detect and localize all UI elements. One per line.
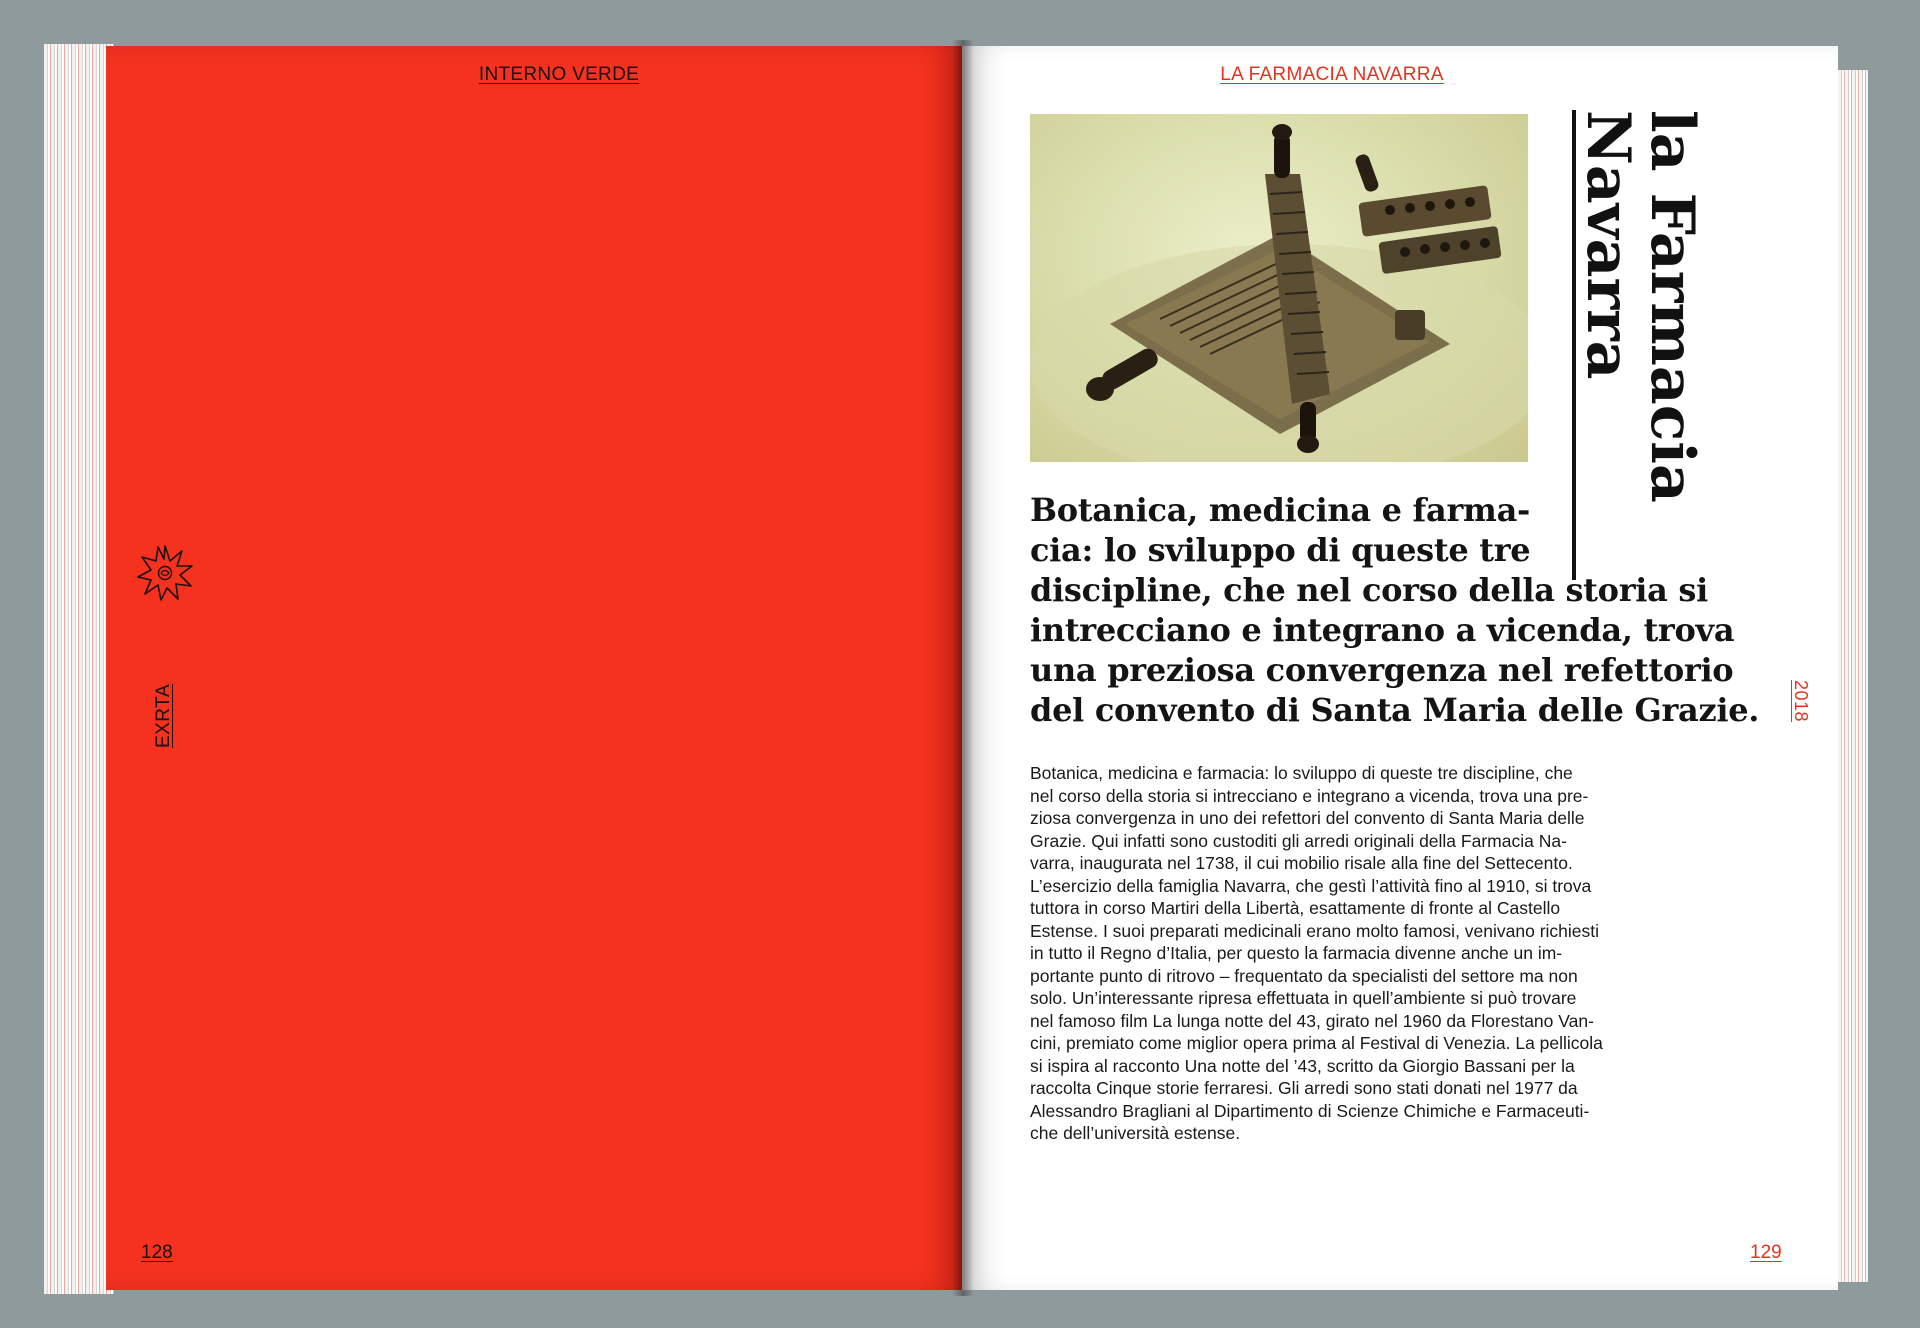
right-page: [962, 46, 1838, 1290]
body-line: si ispira al racconto Una notte del ’43, scritto da Giorgio Bassani per la: [1030, 1055, 1575, 1076]
body-line: varra, inaugurata nel 1738, il cui mobilio risale alla fine del Settecento.: [1030, 853, 1573, 873]
body-line: ziosa convergenza in uno dei refettori del convento di Santa Maria delle: [1030, 808, 1585, 828]
body-line: Botanica, medicina e farmacia: lo sviluppo di queste tre discipline, che: [1030, 763, 1573, 783]
lead-line: una preziosa convergenza nel refettorio: [1030, 651, 1734, 689]
left-page-number: 128: [141, 1242, 173, 1263]
body-line: tuttora in corso Martiri della Libertà, esattamente di fronte al Castello: [1030, 898, 1561, 918]
body-line: in tutto il Regno d’Italia, per questo la farmacia divenne anche un im-: [1030, 943, 1563, 963]
starburst-icon: [136, 544, 194, 602]
right-running-head: LA FARMACIA NAVARRA: [1220, 64, 1444, 85]
body-line: portante punto di ritrovo – frequentato da specialisti del settore ma non: [1030, 965, 1578, 986]
body-line: Estense. I suoi preparati medicinali erano molto famosi, venivano richiesti: [1030, 920, 1600, 941]
lead-line: Botanica, medicina e farma-: [1030, 491, 1530, 529]
book-gutter: [952, 40, 974, 1296]
left-side-label: EXRTA: [153, 683, 174, 749]
lead-paragraph: [1030, 490, 1760, 730]
body-line: che dell’università estense.: [1030, 1123, 1241, 1143]
body-line: cini, premiato come miglior opera prima al Festival di Venezia. La pellicola: [1030, 1033, 1603, 1053]
body-line: raccolta Cinque storie ferraresi. Gli arredi sono stati donati nel 1977 da: [1030, 1078, 1578, 1098]
year-label: 2018: [1791, 679, 1812, 723]
lead-line: del convento di Santa Maria delle Grazie.: [1030, 691, 1760, 729]
pharmacy-tools-photo: [1030, 114, 1528, 462]
body-line: Alessandro Bragliani al Dipartimento di Scienze Chimiche e Farmaceuti-: [1030, 1100, 1590, 1121]
left-page-edges: [44, 44, 114, 1294]
lead-line: discipline, che nel corso della storia si: [1030, 571, 1708, 609]
body-line: nel corso della storia si intrecciano e integrano a vicenda, trova una pre-: [1030, 785, 1589, 806]
body-line: L’esercizio della famiglia Navarra, che gestì l’attività fino al 1910, si trova: [1030, 875, 1592, 896]
body-line: Grazie. Qui infatti sono custoditi gli arredi originali della Farmacia Na-: [1030, 830, 1567, 851]
title-line-2: Navarra: [1572, 110, 1640, 580]
body-line: solo. Un’interessante ripresa effettuata in quell’ambiente si può trovare: [1030, 988, 1577, 1008]
lead-line: intrecciano e integrano a vicenda, trova: [1030, 611, 1735, 649]
body-text: [1030, 762, 1680, 1145]
body-line: nel famoso film La lunga notte del 43, girato nel 1960 da Florestano Van-: [1030, 1010, 1594, 1031]
lead-line: cia: lo sviluppo di queste tre: [1030, 531, 1531, 569]
right-page-number: 129: [1750, 1242, 1782, 1263]
left-page: [106, 46, 962, 1290]
title-line-1: la Farmacia: [1637, 110, 1707, 503]
left-running-head: INTERNO VERDE: [478, 64, 640, 85]
